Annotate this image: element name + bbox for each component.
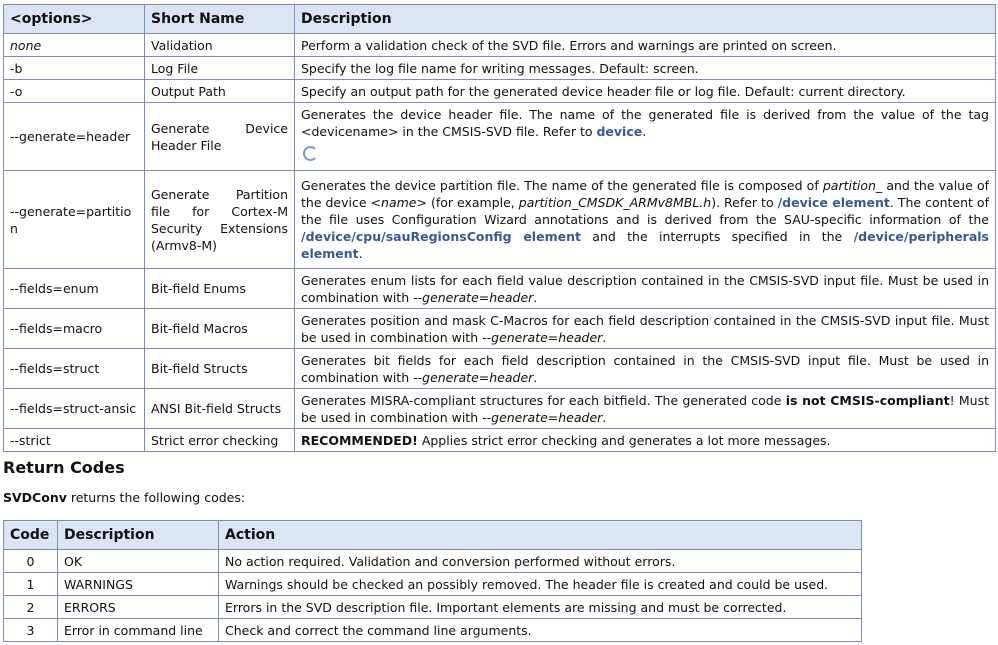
text-segment: ). Refer to: [711, 195, 778, 210]
option-description: [295, 269, 996, 309]
description-text: [301, 433, 831, 448]
short-name-text: Strict error checking: [151, 432, 279, 448]
loading-spinner-icon: [303, 146, 318, 161]
option-flag: --fields=struct: [4, 349, 145, 389]
text-segment: and the value of the device: [301, 178, 989, 210]
option-description: [295, 429, 996, 452]
option-description: [295, 389, 996, 429]
text-segment: (for example,: [426, 195, 519, 210]
description-col-header: Description: [295, 5, 996, 34]
option-flag: --fields=enum: [4, 269, 145, 309]
return-code-row: [4, 573, 862, 596]
short-name-text: Bit-field Structs: [151, 361, 248, 376]
return-code-description: Error in command line: [58, 619, 219, 642]
option-short-name: [145, 269, 295, 309]
return-code-value: 3: [4, 619, 58, 642]
short-name-text: Bit-field Enums: [151, 281, 246, 296]
return-code-row: [4, 596, 862, 619]
option-flag: --generate=partition: [4, 171, 145, 269]
description-text: [301, 61, 699, 76]
option-short-name: [145, 429, 295, 452]
option-flag: --fields=struct-ansic: [4, 389, 145, 429]
option-description: [295, 349, 996, 389]
options-table: [3, 4, 996, 452]
short-name-text: Validation: [151, 37, 213, 53]
text-segment: .: [358, 246, 363, 261]
text-segment: Generates bit fields for each field description contained in the CMSIS-SVD input file. Must be used in combination with: [301, 352, 989, 385]
return-codes-body: [4, 550, 862, 642]
return-code-description: WARNINGS: [58, 573, 219, 596]
text-segment: Specify an output path for the generated device header file or log file. Default: current directory.: [301, 83, 906, 99]
text-segment: .: [602, 409, 607, 425]
italic-code-text: --generate=header: [482, 409, 603, 425]
option-row: [4, 269, 996, 309]
return-code-value: 1: [4, 573, 58, 596]
return-code-value: 2: [4, 596, 58, 619]
option-row: [4, 57, 996, 80]
text-segment: Generates enum lists for each field value description contained in the CMSIS-SVD input file. Must be used in combination with: [301, 272, 989, 305]
italic-code-text: --generate=header: [413, 289, 534, 305]
description-text: [301, 393, 989, 425]
bold-text: is not CMSIS-compliant: [785, 392, 950, 408]
text-segment: Generates the device partition file. The name of the generated file is composed of: [301, 178, 823, 193]
text-segment: and the interrupts specified in the: [580, 229, 854, 244]
text-segment: Generates the device header file. The name of the generated file is derived from the value of the tag <devicename> in the CMSIS-SVD file. Refer to: [301, 107, 989, 139]
option-description: [295, 171, 996, 269]
rc-description-col-header: Description: [58, 521, 219, 550]
reference-link[interactable]: /device element: [777, 195, 890, 210]
bold-text: RECOMMENDED!: [301, 432, 418, 448]
option-short-name: [145, 57, 295, 80]
short-name-text: Bit-field Macros: [151, 321, 248, 336]
option-row: [4, 103, 996, 171]
return-code-action: Check and correct the command line arguments.: [219, 619, 862, 642]
return-codes-intro: [3, 490, 245, 505]
description-text: [301, 353, 989, 385]
text-segment: Applies strict error checking and generates a lot more messages.: [417, 432, 831, 448]
option-row: [4, 80, 996, 103]
options-table-body: [4, 34, 996, 452]
option-row: [4, 309, 996, 349]
text-segment: ! Must be used in combination with: [301, 392, 990, 425]
text-segment: Generates MISRA-compliant structures for each bitfield. The generated code: [301, 392, 786, 408]
reference-link[interactable]: /device/cpu/sauRegionsConfig element: [301, 229, 581, 244]
italic-code-text: partition_CMSDK_ARMv8MBL.h: [518, 195, 712, 210]
option-description: [295, 34, 996, 57]
svdconv-name: SVDConv: [3, 490, 67, 505]
option-flag: none: [4, 34, 145, 57]
description-text: [301, 38, 837, 53]
return-code-action: Warnings should be checked an possibly removed. The header file is created and could be used.: [219, 573, 862, 596]
text-segment: Perform a validation check of the SVD file. Errors and warnings are printed on screen.: [301, 37, 837, 53]
option-flag: -b: [4, 57, 145, 80]
option-description: [295, 103, 996, 171]
italic-code-text: <name>: [370, 195, 427, 210]
return-code-row: [4, 550, 862, 573]
option-flag: -o: [4, 80, 145, 103]
text-segment: . The content of the file uses Configuration Wizard annotations and is derived from the SAU-specific information of the: [301, 195, 989, 227]
option-short-name: [145, 389, 295, 429]
description-text: [301, 178, 989, 261]
action-col-header: Action: [219, 521, 862, 550]
option-description: [295, 309, 996, 349]
short-name-text: Output Path: [151, 83, 226, 99]
text-segment: Generates position and mask C-Macros for each field description contained in the CMSIS-SVD input file. Must be used in combination with: [301, 312, 989, 345]
return-code-row: [4, 619, 862, 642]
options-col-header: <options>: [4, 5, 145, 34]
italic-code-text: --generate=header: [413, 369, 534, 385]
return-code-value: 0: [4, 550, 58, 573]
return-codes-heading: Return Codes: [3, 458, 125, 477]
option-flag: --fields=macro: [4, 309, 145, 349]
return-code-description: ERRORS: [58, 596, 219, 619]
option-short-name: [145, 349, 295, 389]
reference-link[interactable]: /device/peripherals element: [301, 229, 989, 261]
return-codes-table: [3, 520, 862, 642]
short-name-text: Generate Partition file for Cortex-M Security Extensions (Armv8-M): [151, 186, 288, 253]
option-row: [4, 171, 996, 269]
option-short-name: [145, 103, 295, 171]
return-codes-intro-text: returns the following codes:: [66, 490, 246, 505]
text-segment: .: [533, 289, 538, 305]
code-col-header: Code: [4, 521, 58, 550]
description-text: [301, 313, 989, 345]
return-code-description: OK: [58, 550, 219, 573]
short-name-text: ANSI Bit-field Structs: [151, 401, 282, 416]
option-row: [4, 34, 996, 57]
description-text: [301, 84, 906, 99]
option-short-name: [145, 171, 295, 269]
italic-code-text: --generate=header: [482, 329, 603, 345]
options-header-row: [4, 5, 996, 34]
option-description: [295, 57, 996, 80]
option-row: [4, 349, 996, 389]
text-segment: .: [642, 124, 647, 139]
return-code-action: No action required. Validation and conversion performed without errors.: [219, 550, 862, 573]
return-code-action: Errors in the SVD description file. Important elements are missing and must be corrected.: [219, 596, 862, 619]
text-segment: .: [533, 369, 538, 385]
reference-link[interactable]: device: [596, 124, 643, 139]
option-flag: --strict: [4, 429, 145, 452]
option-short-name: [145, 80, 295, 103]
option-description: [295, 80, 996, 103]
option-short-name: [145, 309, 295, 349]
option-row: [4, 389, 996, 429]
return-codes-header-row: [4, 521, 862, 550]
option-flag: --generate=header: [4, 103, 145, 171]
option-short-name: [145, 34, 295, 57]
description-text: [301, 107, 989, 139]
italic-code-text: partition_: [822, 178, 883, 193]
text-segment: Specify the log file name for writing messages. Default: screen.: [301, 60, 699, 76]
short-name-text: Generate Device Header File: [151, 120, 288, 153]
option-row: [4, 429, 996, 452]
text-segment: .: [602, 329, 607, 345]
description-text: [301, 273, 989, 305]
short-name-text: Log File: [151, 60, 199, 76]
short-name-col-header: Short Name: [145, 5, 295, 34]
